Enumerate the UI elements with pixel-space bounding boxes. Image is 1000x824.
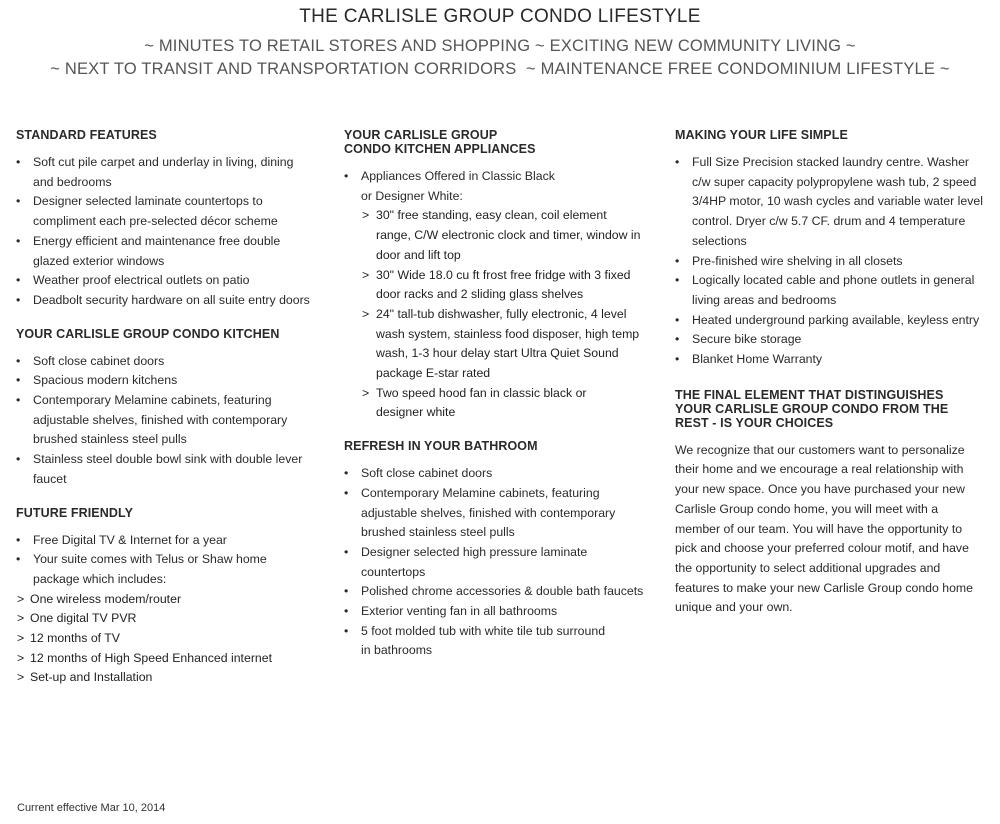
section-title: REFRESH IN YOUR BATHROOM: [344, 439, 538, 454]
section-future-friendly: [16, 506, 316, 689]
section-bathroom: [344, 439, 644, 661]
list-item: • Heated underground parking available, keyless entry: [675, 311, 985, 331]
column-middle: [344, 128, 644, 677]
list-item: • 5 foot molded tub with white tile tub surround in bathrooms: [344, 622, 611, 661]
section-standard-features: [16, 128, 316, 311]
list-item-text: Your suite comes with Telus or Shaw home package which includes:: [33, 552, 267, 586]
list-item: • Energy efficient and maintenance free double glazed exterior windows: [16, 232, 316, 271]
list-item: • Designer selected laminate countertops to compliment each pre-selected décor scheme: [16, 192, 316, 231]
column-left: [16, 128, 316, 704]
list-item: • Pre-finished wire shelving in all closets: [675, 252, 985, 272]
sub-list: [361, 206, 641, 423]
section-kitchen: [16, 327, 316, 490]
section-life-simple: [675, 128, 985, 370]
bullet-list: [344, 464, 644, 661]
tagline-line-2: ~ NEXT TO TRANSIT AND TRANSPORTATION CORRIDORS ~ MAINTENANCE FREE CONDOMINIUM LIFESTYLE ~: [50, 60, 950, 78]
tagline-line-1: ~ MINUTES TO RETAIL STORES AND SHOPPING ~ EXCITING NEW COMMUNITY LIVING ~: [144, 37, 856, 55]
list-item: • Soft cut pile carpet and underlay in living, dining and bedrooms: [16, 153, 316, 192]
sub-list-item: > 12 months of High Speed Enhanced internet: [16, 649, 316, 669]
footer-effective-date: Current effective Mar 10, 2014: [17, 802, 166, 814]
sub-list-item: > 30" Wide 18.0 cu ft frost free fridge with 3 fixed door racks and 2 sliding glass shelves: [361, 266, 641, 305]
bullet-list: [16, 153, 316, 311]
section-title: STANDARD FEATURES: [16, 128, 157, 142]
list-item: • Blanket Home Warranty: [675, 350, 985, 370]
section-title: YOUR CARLISLE GROUP CONDO KITCHEN APPLIANCES: [344, 128, 536, 156]
list-item: • Exterior venting fan in all bathrooms: [344, 602, 644, 622]
bullet-list: [16, 531, 316, 590]
list-item: • Contemporary Melamine cabinets, featuring adjustable shelves, finished with contemporary brushed stainless steel pulls: [16, 391, 316, 450]
section-appliances: [344, 128, 644, 423]
sub-list-item: > 30" free standing, easy clean, coil element range, C/W electronic clock and timer, window in door and lift top: [361, 206, 641, 265]
bullet-list: [344, 167, 564, 206]
section-title: YOUR CARLISLE GROUP CONDO KITCHEN: [16, 326, 280, 341]
list-item: • Secure bike storage: [675, 330, 985, 350]
list-item: • Free Digital TV & Internet for a year: [16, 531, 316, 551]
list-item: • Appliances Offered in Classic Black or Designer White:: [344, 167, 564, 206]
list-item: • Contemporary Melamine cabinets, featuring adjustable shelves, finished with contemporary brushed stainless steel pulls: [344, 484, 621, 543]
list-item: • Spacious modern kitchens: [16, 371, 316, 391]
sub-list: [16, 590, 316, 689]
list-item: • Soft close cabinet doors: [16, 352, 316, 372]
list-item: • Soft close cabinet doors: [344, 464, 644, 484]
list-item: • Full Size Precision stacked laundry centre. Washer c/w super capacity polypropylene wash tub, 2 speed 3/4HP motor, 10 wash cycles and variable water level control. Dryer c/w 5.7 CF. drum and 4 temperature selections: [675, 153, 985, 252]
column-right: [675, 128, 985, 634]
page-title: THE CARLISLE GROUP CONDO LIFESTYLE: [299, 6, 701, 27]
list-item: • Logically located cable and phone outlets in general living areas and bedrooms: [675, 271, 985, 310]
sub-list-item: > 24" tall-tub dishwasher, fully electronic, 4 level wash system, stainless food disposer, high temp wash, 1-3 hour delay start Ultra Quiet Sound package E-star rated: [361, 305, 641, 384]
list-item: • Designer selected high pressure laminate countertops: [344, 543, 644, 582]
page-header: [0, 4, 1000, 81]
bullet-list: [16, 352, 316, 490]
section-final-element: [675, 388, 985, 618]
section-title: THE FINAL ELEMENT THAT DISTINGUISHES YOUR CARLISLE GROUP CONDO FROM THE REST - IS YOUR CHOICES: [675, 387, 949, 430]
list-item: • Stainless steel double bowl sink with double lever faucet: [16, 450, 316, 489]
list-item: • Polished chrome accessories & double bath faucets: [344, 582, 644, 602]
list-item: [16, 550, 316, 589]
sub-list-item: > 12 months of TV: [16, 629, 316, 649]
sub-list-item: > Two speed hood fan in classic black or designer white: [361, 384, 596, 423]
list-item: • Deadbolt security hardware on all suite entry doors: [16, 291, 316, 311]
final-element-paragraph: We recognize that our customers want to personalize their home and we encourage a real relationship with your new space. Once you have purchased your new Carlisle Group condo home, you will meet with a member of our team. You will have the opportunity to pick and choose your preferred colour motif, and have the opportunity to select additional upgrades and features to make your new Carlisle Group condo home unique and your own.: [675, 442, 974, 615]
section-title: FUTURE FRIENDLY: [16, 505, 134, 520]
section-title: MAKING YOUR LIFE SIMPLE: [675, 128, 848, 142]
list-item: • Weather proof electrical outlets on patio: [16, 271, 316, 291]
sub-list-item: > One digital TV PVR: [16, 609, 316, 629]
sub-list-item: > Set-up and Installation: [16, 668, 316, 688]
sub-list-item: > One wireless modem/router: [16, 590, 316, 610]
bullet-list: [675, 153, 985, 370]
